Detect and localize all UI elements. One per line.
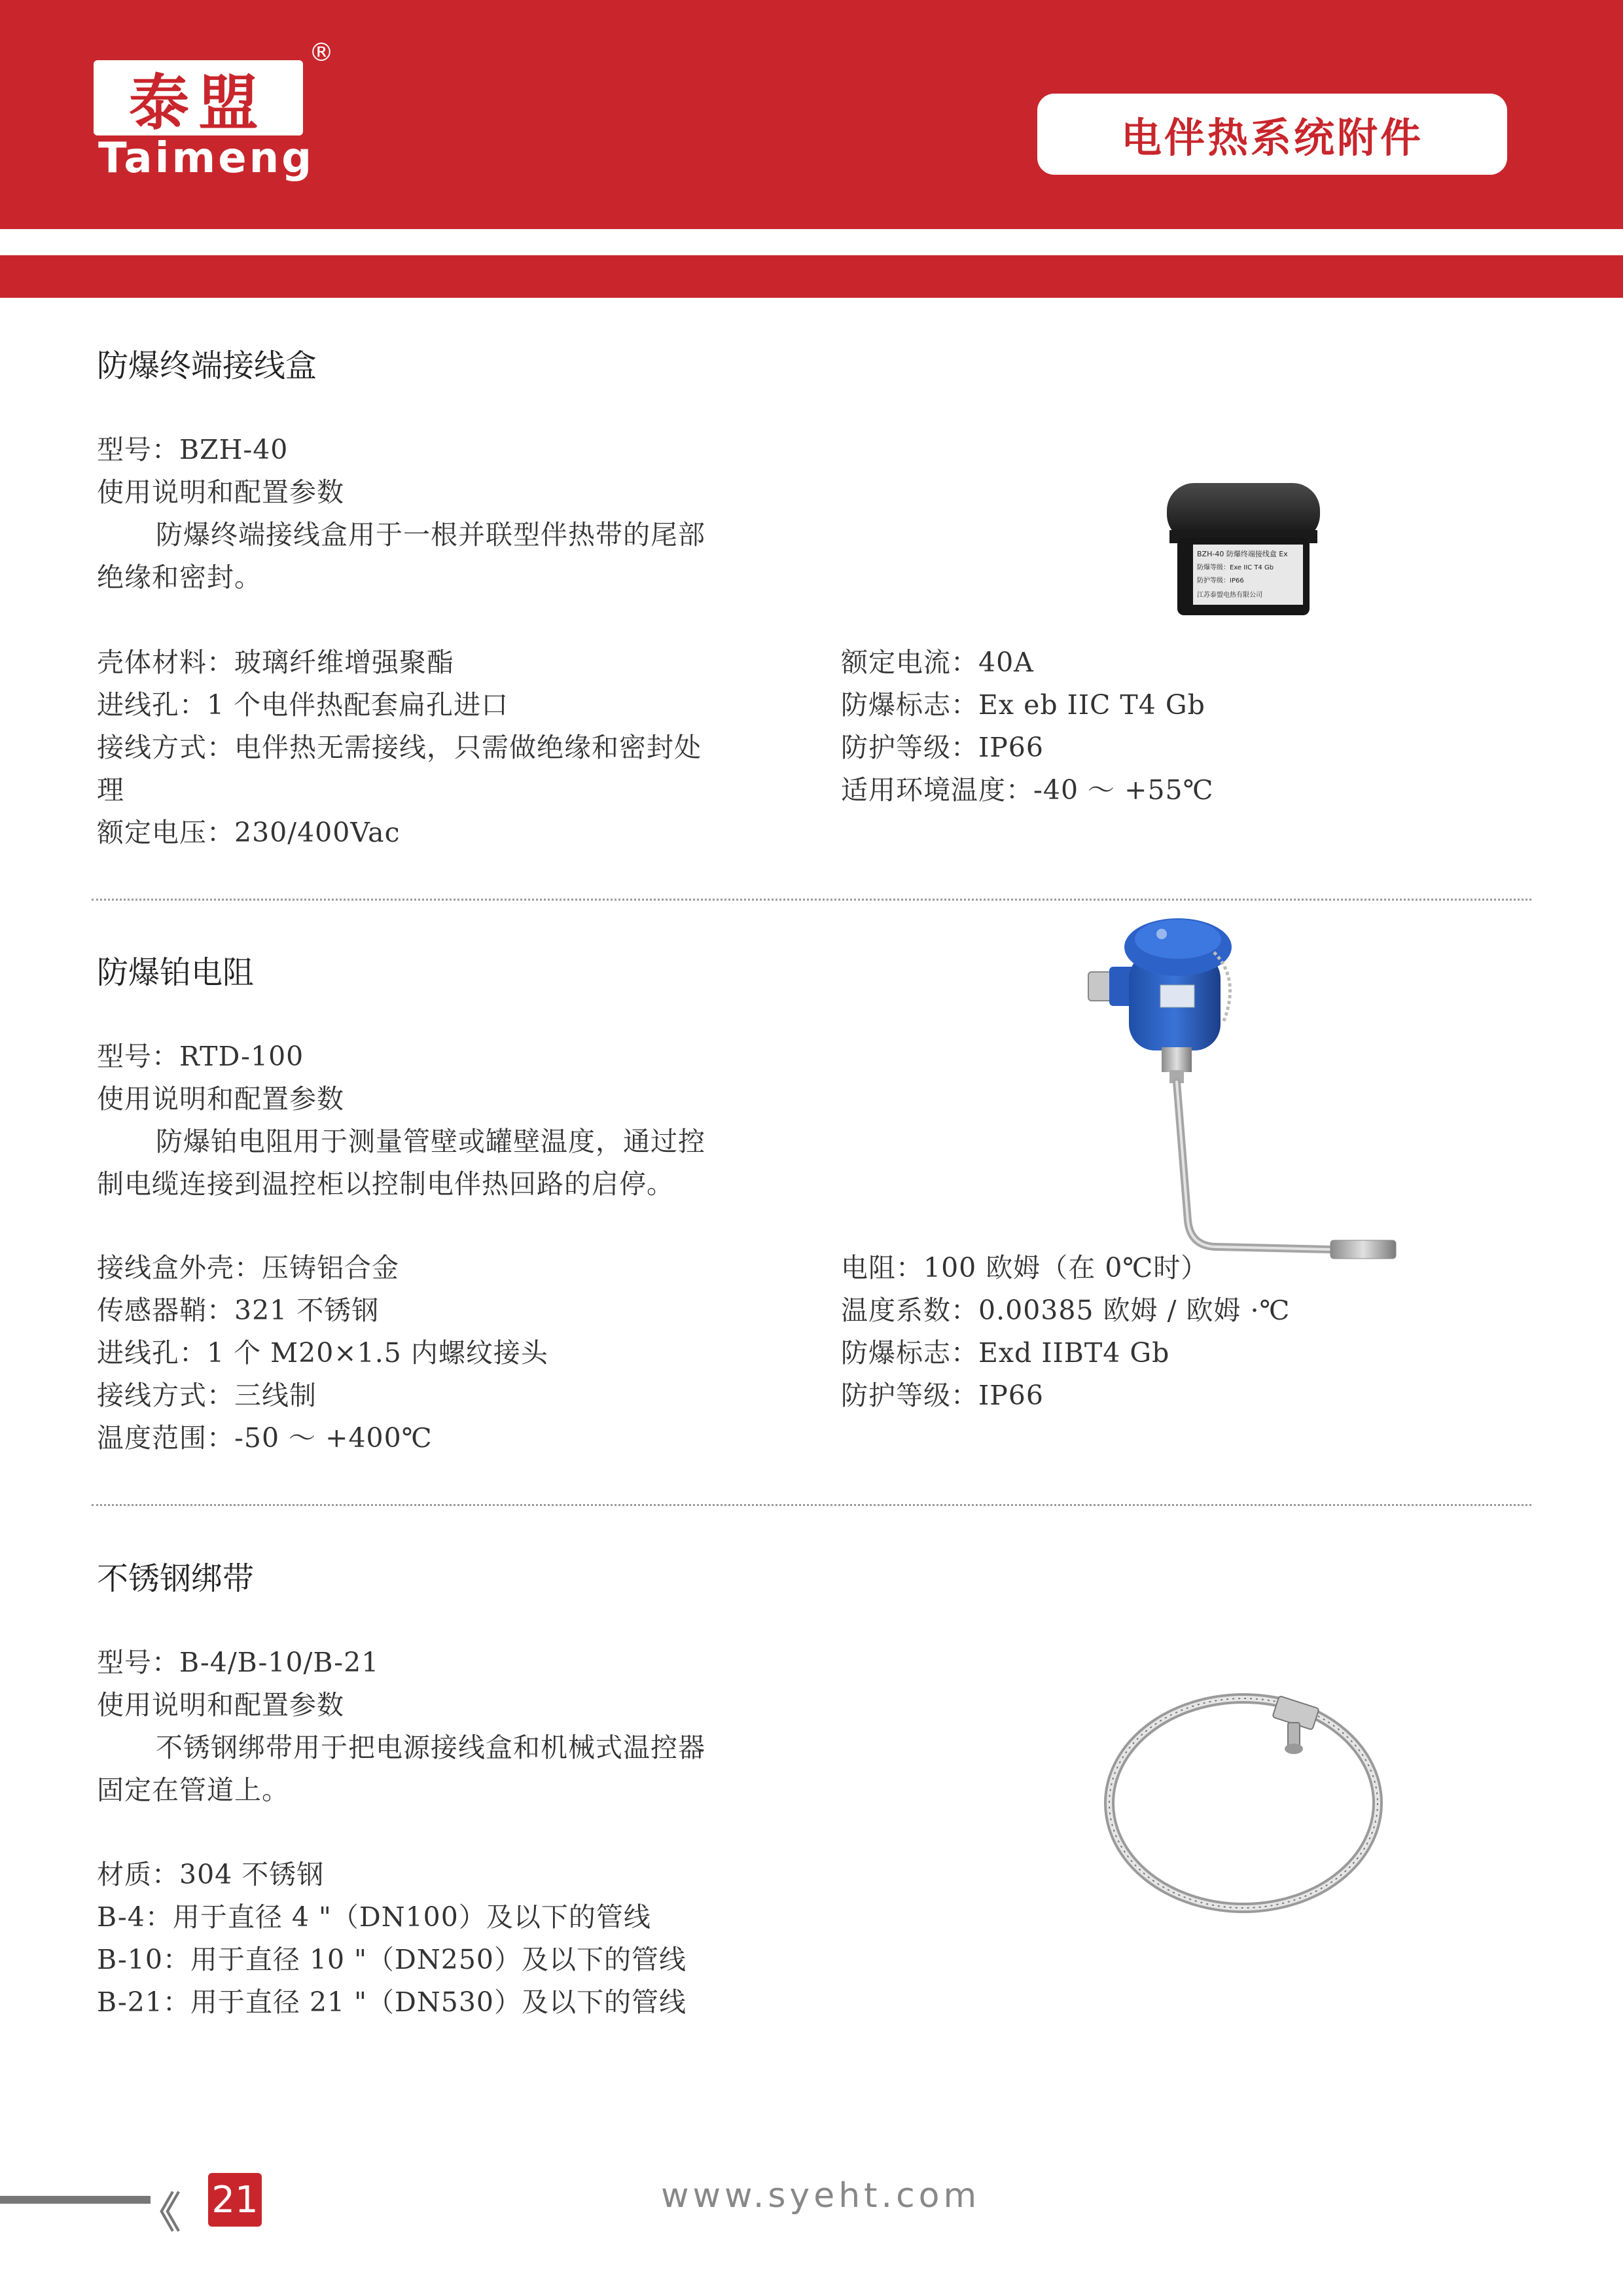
spec-line: 防爆标志：Ex eb IIC T4 Gb bbox=[841, 689, 1205, 721]
spec-line: 进线孔：1 个 M20×1.5 内螺纹接头 bbox=[97, 1337, 548, 1369]
section-body-junction-box bbox=[97, 429, 817, 599]
section-title-rtd: 防爆铂电阻 bbox=[97, 954, 255, 991]
page-number: 21 bbox=[211, 2178, 259, 2221]
spec-line: 额定电压：230/400Vac bbox=[97, 817, 401, 848]
section-divider bbox=[92, 899, 1531, 901]
left-specs-steel-band bbox=[97, 1854, 849, 2024]
description-line: 固定在管道上。 bbox=[97, 1774, 289, 1806]
spec-line: 接线盒外壳：压铸铝合金 bbox=[97, 1252, 399, 1283]
model-text: 型号：B-4/B-10/B-21 bbox=[97, 1647, 380, 1678]
spec-line: 传感器鞘：321 不锈钢 bbox=[97, 1295, 380, 1326]
spec-line: 进线孔：1 个电伴热配套扁孔进口 bbox=[97, 689, 509, 721]
section-body-steel-band bbox=[97, 1641, 849, 1812]
section-body-rtd bbox=[97, 1035, 849, 1206]
spec-line: B-21：用于直径 21 "（DN530）及以下的管线 bbox=[97, 1986, 687, 2018]
model-text: 型号：BZH-40 bbox=[97, 434, 289, 465]
spec-line: 接线方式：电伴热无需接线，只需做绝缘和密封处 bbox=[97, 732, 702, 763]
chevron-left-icon: 《 bbox=[139, 2189, 173, 2238]
spec-line: 防护等级：IP66 bbox=[841, 1380, 1044, 1411]
label-line: 防爆等级：Exe IIC T4 Gb bbox=[1197, 564, 1274, 571]
label-line: 防护等级：IP66 bbox=[1197, 577, 1244, 584]
usage-heading: 使用说明和配置参数 bbox=[97, 1083, 344, 1115]
footer-url: www.syeht.com bbox=[661, 2176, 981, 2215]
spec-line: 额定电流：40A bbox=[841, 647, 1034, 678]
description-line: 防爆终端接线盒用于一根并联型伴热带的尾部 bbox=[156, 519, 705, 550]
label-line: 江苏泰盟电热有限公司 bbox=[1197, 592, 1262, 599]
model-text: 型号：RTD-100 bbox=[97, 1041, 304, 1072]
spec-line: 适用环境温度：-40 ～ +55℃ bbox=[841, 774, 1214, 806]
description-line: 防爆铂电阻用于测量管壁或罐壁温度，通过控 bbox=[156, 1126, 705, 1157]
footer-bar bbox=[0, 2196, 151, 2204]
spec-line: 温度系数：0.00385 欧姆 / 欧姆 ·℃ bbox=[841, 1295, 1291, 1326]
description-line: 不锈钢绑带用于把电源接线盒和机械式温控器 bbox=[156, 1732, 705, 1763]
right-specs-junction-box bbox=[841, 641, 1495, 812]
label-line: BZH-40 防爆终端接线盒 Ex bbox=[1197, 550, 1288, 558]
spec-line: 理 bbox=[97, 774, 124, 806]
spec-line: 材质：304 不锈钢 bbox=[97, 1859, 325, 1890]
registered-mark: ® bbox=[309, 38, 334, 67]
left-specs-junction-box bbox=[97, 641, 830, 854]
page-title: 电伴热系统附件 bbox=[1120, 113, 1423, 162]
usage-heading: 使用说明和配置参数 bbox=[97, 1689, 344, 1721]
page-title-pill bbox=[1037, 94, 1507, 175]
spec-line: 壳体材料：玻璃纤维增强聚酯 bbox=[97, 647, 454, 678]
section-divider bbox=[92, 1504, 1531, 1506]
spec-line: 防爆标志：Exd IIBT4 Gb bbox=[841, 1337, 1170, 1369]
section-title-junction-box: 防爆终端接线盒 bbox=[97, 348, 317, 384]
description-line: 绝缘和密封。 bbox=[97, 562, 262, 593]
spec-line: 防护等级：IP66 bbox=[841, 732, 1044, 763]
logo-chinese: 泰盟 bbox=[128, 67, 268, 138]
header-gap bbox=[0, 229, 1623, 255]
spec-line: 温度范围：-50 ～ +400℃ bbox=[97, 1422, 433, 1454]
usage-heading: 使用说明和配置参数 bbox=[97, 476, 344, 508]
spec-line: 接线方式：三线制 bbox=[97, 1380, 317, 1411]
spec-line: 电阻：100 欧姆（在 0℃时） bbox=[841, 1252, 1209, 1283]
logo-english: Taimeng bbox=[98, 134, 314, 183]
page-number-box bbox=[208, 2173, 262, 2227]
steel-band-clamp-icon bbox=[1099, 1676, 1387, 1924]
spec-line: B-10：用于直径 10 "（DN250）及以下的管线 bbox=[97, 1944, 687, 1975]
header-stripe bbox=[0, 255, 1623, 298]
logo-box bbox=[94, 60, 303, 138]
rtd-sensor-icon bbox=[1083, 906, 1410, 1273]
description-line: 制电缆连接到温控柜以控制电伴热回路的启停。 bbox=[97, 1168, 674, 1200]
section-title-steel-band: 不锈钢绑带 bbox=[97, 1560, 255, 1597]
left-specs-rtd bbox=[97, 1247, 830, 1460]
spec-line: B-4：用于直径 4 "（DN100）及以下的管线 bbox=[97, 1901, 651, 1933]
junction-box-icon bbox=[1162, 478, 1325, 619]
